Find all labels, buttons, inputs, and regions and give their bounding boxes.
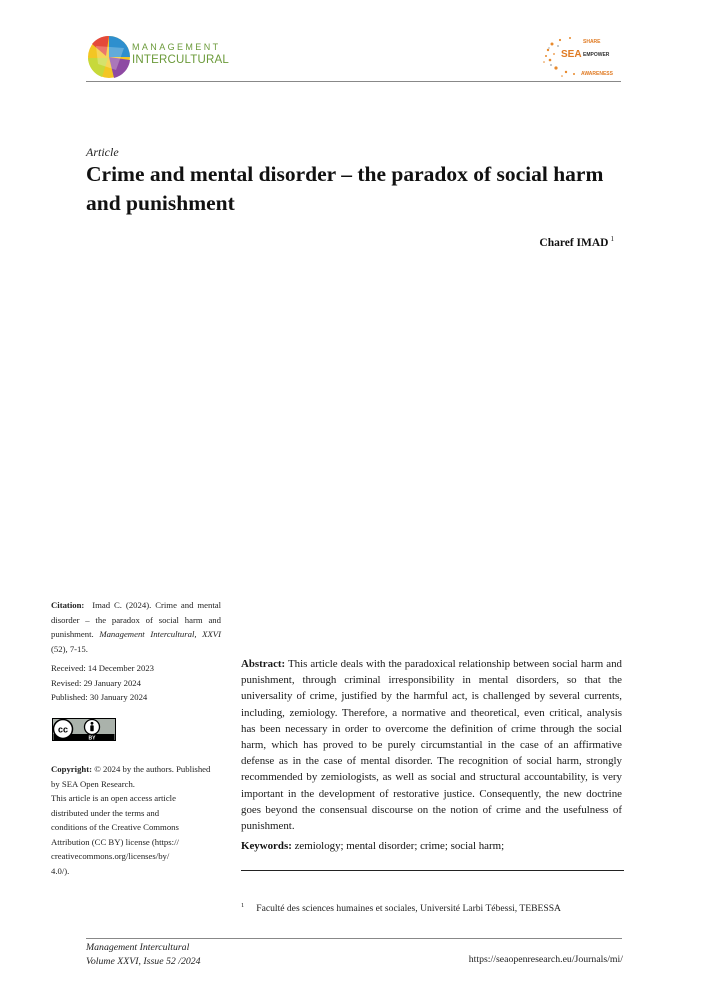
- sea-logo-share: SHARE: [583, 39, 601, 45]
- revised-date: Revised: 29 January 2024: [51, 677, 141, 688]
- author-name: Charef IMAD: [539, 236, 609, 249]
- citation-issue: (52), 7-15.: [51, 643, 88, 654]
- cc-badge-by: BY: [88, 735, 96, 741]
- header-divider: [86, 81, 621, 82]
- received-date: Received: 14 December 2023: [51, 663, 155, 673]
- sea-logo-sea: SEA: [561, 49, 582, 60]
- citation-label: Citation:: [51, 600, 85, 610]
- license-line: creativecommons.org/licenses/by/: [51, 851, 170, 861]
- cc-badge-label: cc: [57, 724, 69, 735]
- abstract-label: Abstract:: [241, 658, 286, 670]
- license-line: 4.0/).: [51, 865, 70, 876]
- license-line: conditions of the Creative Commons: [51, 822, 179, 832]
- copyright-text: © 2024 by the authors. Published by SEA Open Research.: [51, 764, 211, 789]
- copyright-label: Copyright:: [51, 764, 93, 774]
- footnote-text: Faculté des sciences humaines et sociales, Université Larbi Tébessi, TEBESSA: [256, 903, 561, 915]
- sea-logo-empower: EMPOWER: [583, 52, 610, 58]
- sea-logo-awareness: AWARENESS: [581, 71, 613, 77]
- keywords-label: Keywords:: [241, 840, 292, 852]
- management-intercultural-logo-icon: [86, 34, 132, 80]
- article-dates: [51, 661, 221, 705]
- author-affiliation-mark: 1: [610, 235, 614, 243]
- logo-line2: INTERCULTURAL: [132, 54, 229, 66]
- journal-footer: [86, 941, 201, 968]
- footnote-divider: [241, 870, 624, 871]
- keywords-text: zemiology; mental disorder; crime; social harm;: [294, 840, 505, 852]
- footnote-mark: 1: [241, 902, 245, 909]
- published-date: Published: 30 January 2024: [51, 692, 148, 702]
- article-type: Article: [86, 145, 119, 159]
- cc-by-license-icon: [52, 718, 116, 741]
- abstract-text: This article deals with the paradoxical relationship between social harm and punishment, through criminal irresponsibility in mental disorders, so that the universality of crime, justified by the harmful act, is challenged by several currents, including, zemiology. Therefore, a normative and theoretical, even critical, analysis has been necessary in order to overcome the definition of crime through the social harm, which has proved to be purely circumstantial in the case of an affirmative defense as in the case of mental disorder. The recognition of social harm, strongly recommended by zemiologists, as well as social and structural accountability, is very important in the development of restorative justice. Consequently, the new doctrine goes beyond the consensual discourse on the notion of crime and the usefulness of punishment.: [241, 658, 622, 833]
- citation-journal: Management Intercultural, XXVI: [99, 629, 221, 639]
- keywords: [241, 838, 622, 854]
- footer-volume: Volume XXVI, Issue 52 /2024: [86, 955, 201, 967]
- logo-line1: MANAGEMENT: [132, 42, 221, 52]
- sea-logo-icon: [540, 32, 622, 80]
- footer-url[interactable]: https://seaopenresearch.eu/Journals/mi/: [468, 954, 623, 965]
- copyright-block: [51, 762, 221, 878]
- citation-text: Imad C. (2024). Crime and mental disorder – the paradox of social harm and punishment.: [51, 600, 221, 639]
- license-line: This article is an open access article: [51, 793, 176, 803]
- abstract: [241, 656, 622, 834]
- license-line: Attribution (CC BY) license (https://: [51, 836, 179, 847]
- article-title: Crime and mental disorder – the paradox of social harm and punishment: [86, 162, 604, 215]
- footer-divider: [86, 938, 622, 939]
- citation-block: [51, 598, 221, 656]
- license-line: distributed under the terms and: [51, 807, 160, 818]
- author-line: [539, 235, 614, 249]
- copyright-statement: [51, 762, 221, 791]
- footnote: [241, 902, 561, 914]
- journal-logo-text: [132, 43, 229, 67]
- footer-journal-name: Management Intercultural: [86, 942, 190, 953]
